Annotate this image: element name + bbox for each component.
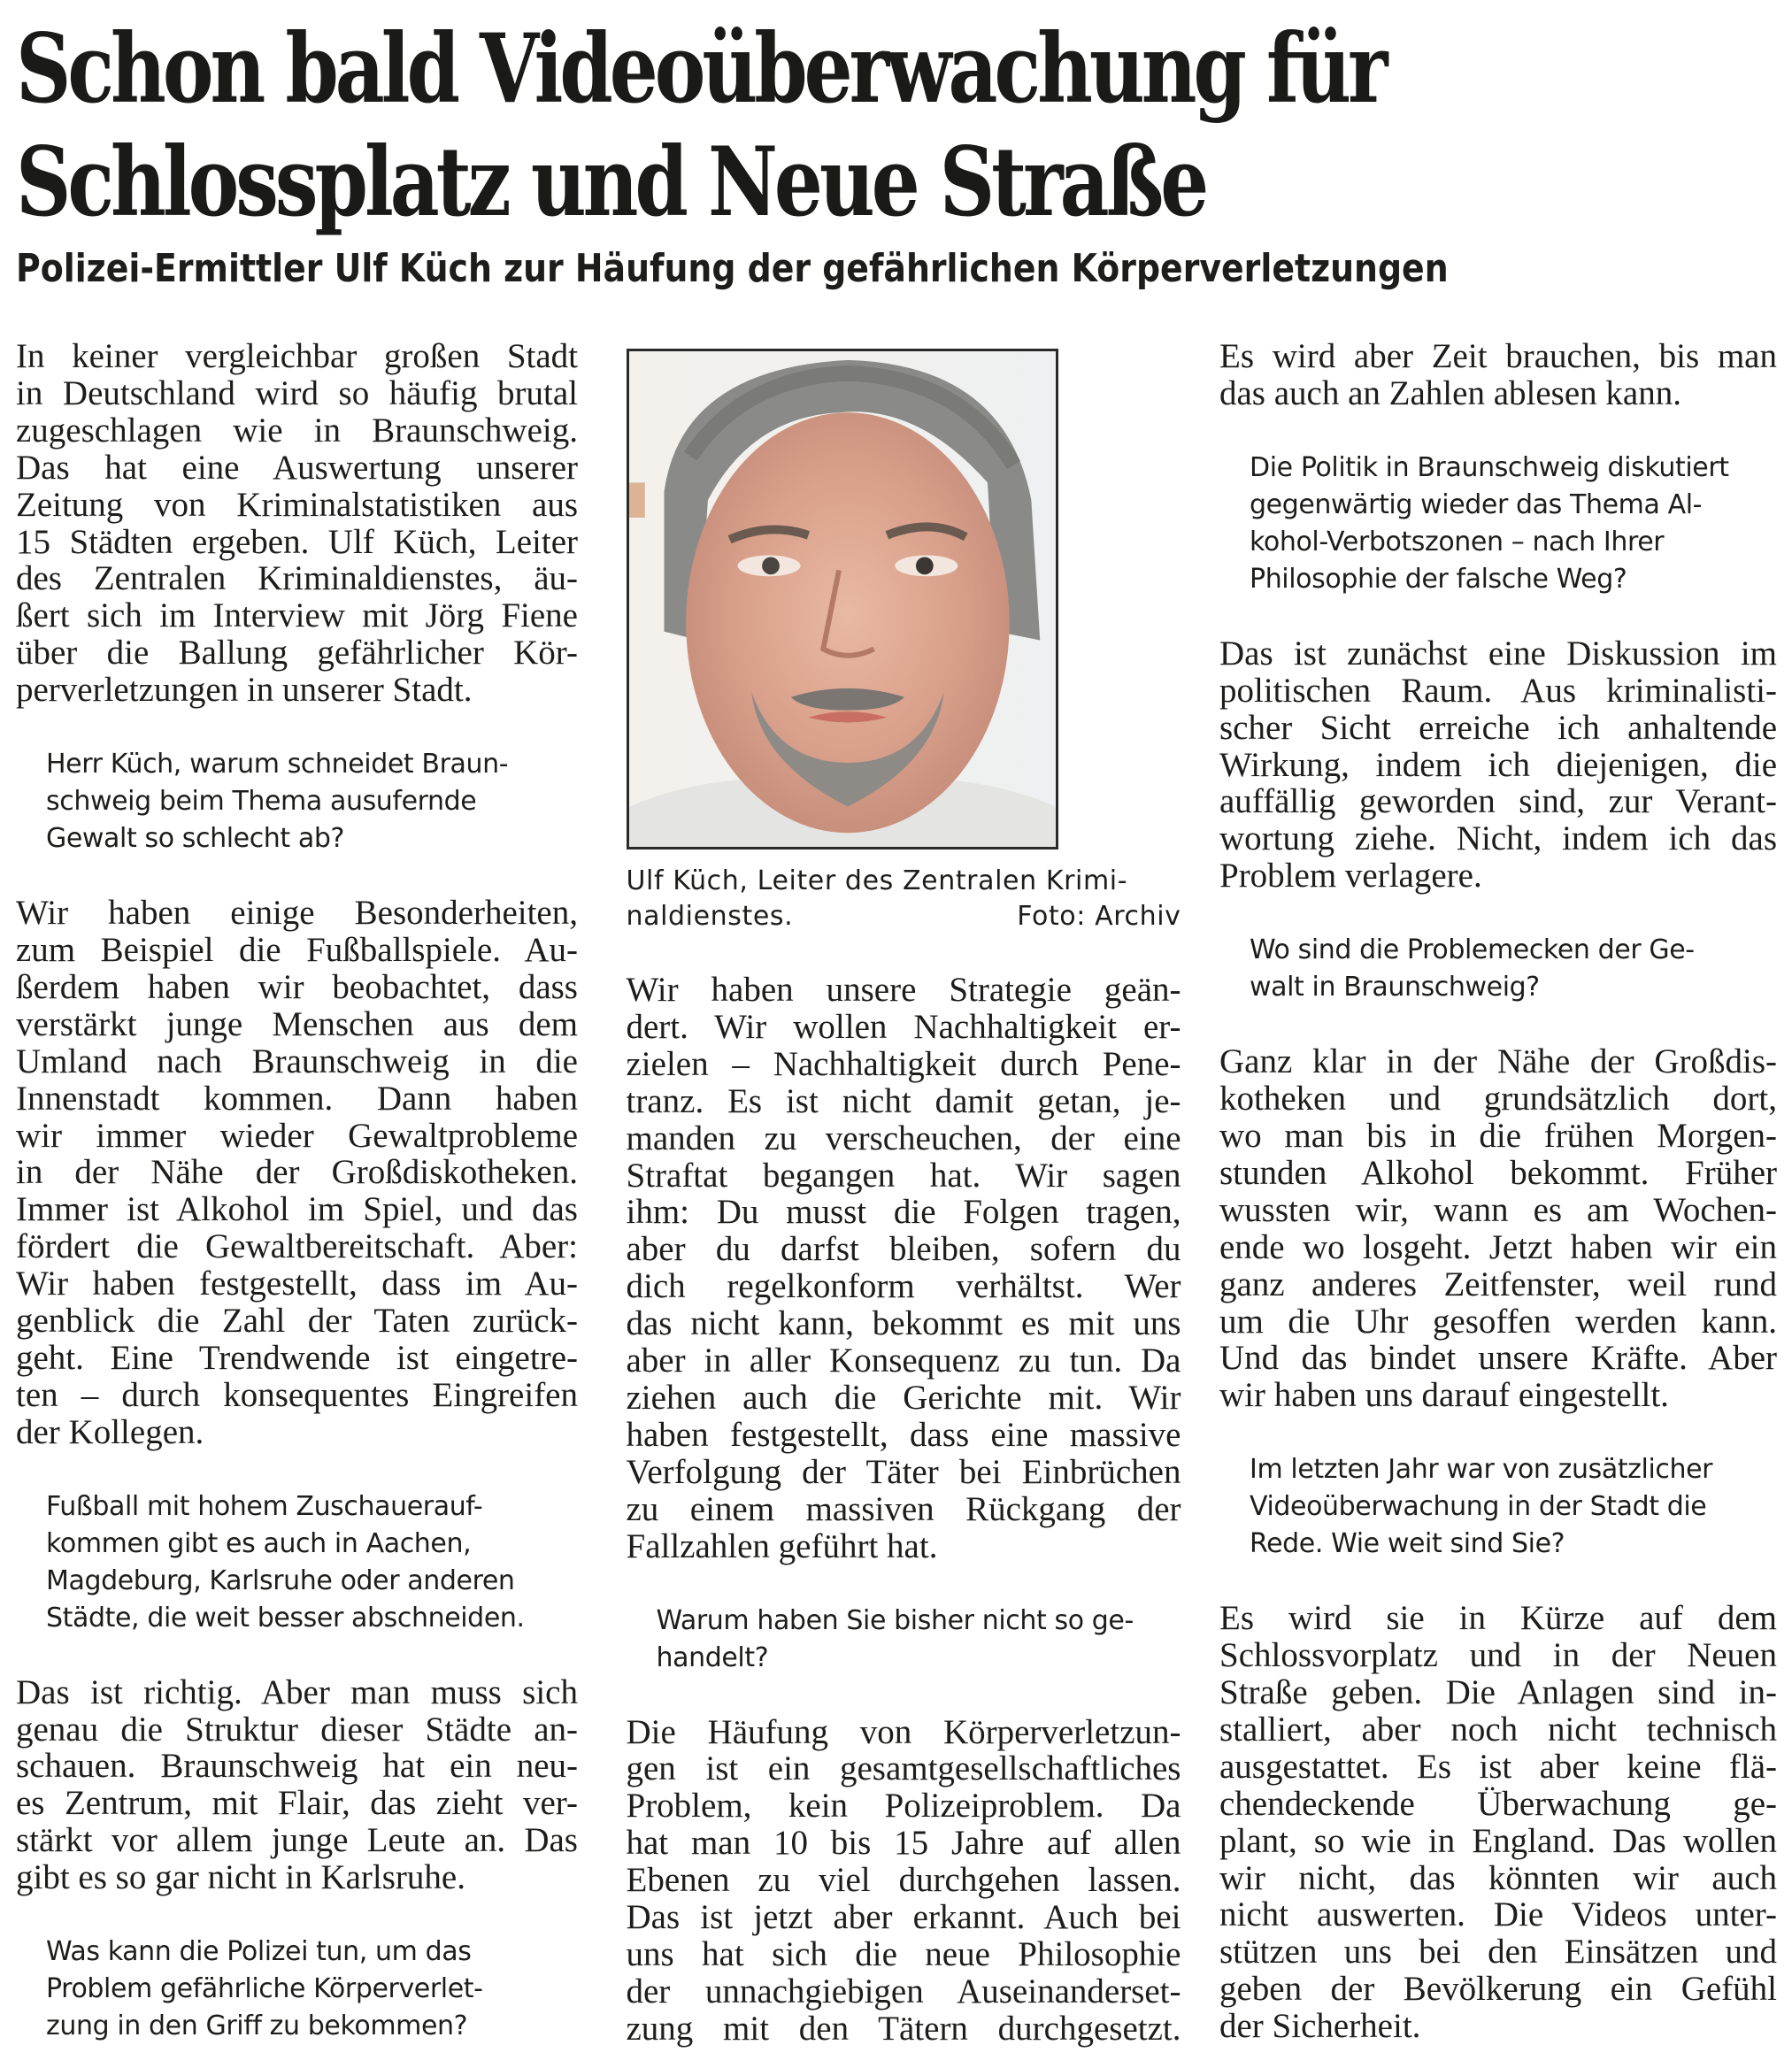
text-line: Warum haben Sie bisher nicht so ge-: [656, 1604, 1134, 1636]
portrait-figure: [615, 349, 1181, 934]
text-line: aber in aller Konsequenz zu tun. Da: [626, 1342, 1181, 1380]
interview-question: [16, 1933, 578, 2045]
text-line: wir nicht, das könnten wir auch: [1219, 1858, 1777, 1897]
text-line: ßert sich im Interview mit Jörg Fiene: [16, 596, 578, 635]
text-line: zielen – Nachhaltigkeit durch Pene-: [626, 1044, 1181, 1083]
text-line: zung mit den Tätern durchgesetzt.: [626, 2009, 1181, 2048]
intro-paragraph: [16, 338, 578, 709]
text-line: das auch an Zahlen ablesen kann.: [1219, 373, 1681, 412]
text-line: Magdeburg, Karlsruhe oder anderen: [46, 1564, 515, 1596]
column-left: [16, 338, 578, 2048]
text-line: schauen. Braunschweig hat ein neu-: [16, 1747, 578, 1786]
text-line: Problem gefährliche Körperverlet-: [46, 1973, 483, 2005]
text-line: Rede. Wie weit sind Sie?: [1250, 1528, 1565, 1560]
portrait-image-icon: [629, 351, 1056, 847]
text-line: stärkt vor allem junge Leute an. Das: [16, 1821, 578, 1860]
text-line: scher Sicht erreiche ich anhaltende: [1219, 708, 1777, 747]
text-line: kohol-Verbotszonen – nach Ihrer: [1250, 526, 1665, 557]
text-line: schweig beim Thema ausufernde: [46, 786, 477, 818]
text-line: es Zentrum, mit Flair, das zieht ver-: [16, 1784, 578, 1823]
text-line: dich regelkonform verhältst. Wer: [626, 1267, 1181, 1306]
text-line: zung in den Griff zu bekommen?: [46, 2010, 468, 2042]
text-line: das nicht kann, bekommt es mit uns: [626, 1304, 1181, 1343]
text-line: walt in Braunschweig?: [1250, 972, 1540, 1003]
text-line: genau die Struktur dieser Städte an-: [16, 1710, 578, 1749]
text-line: Das ist jetzt aber erkannt. Auch bei: [626, 1898, 1181, 1937]
text-line: genblick die Zahl der Taten zurück-: [16, 1302, 578, 1341]
text-line: chendeckende Überwachung ge-: [1219, 1784, 1777, 1823]
text-line: Im letzten Jahr war von zusätzlicher: [1250, 1454, 1713, 1486]
text-line: zu einem massiven Rückgang der: [626, 1489, 1181, 1528]
text-line: ausgestattet. Es ist aber keine flä-: [1219, 1747, 1777, 1786]
interview-answer: [1218, 338, 1777, 412]
photo-caption: [615, 864, 1181, 934]
text-line: perverletzungen in unserer Stadt.: [16, 671, 473, 710]
text-line: Herr Küch, warum schneidet Braun-: [46, 749, 509, 780]
text-line: 15 Städten ergeben. Ulf Küch, Leiter: [16, 522, 578, 561]
text-line: geben der Bevölkerung ein Gefühl: [1219, 1970, 1777, 2009]
text-line: verstärkt junge Menschen aus dem: [16, 1004, 578, 1043]
interview-question: [1218, 450, 1777, 598]
text-line: zugeschlagen wie in Braunschweig.: [16, 411, 578, 450]
portrait-photo: [627, 349, 1058, 849]
text-line: wir haben uns darauf eingestellt.: [1219, 1376, 1669, 1415]
text-line: ganz anderes Zeitfenster, weil rund: [1219, 1265, 1777, 1303]
text-line: Was kann die Polizei tun, um das: [46, 1936, 472, 1968]
text-line: dert. Wir wollen Nachhaltigkeit er-: [626, 1007, 1181, 1046]
text-line: plant, so wie in England. Das wollen: [1219, 1821, 1777, 1860]
text-line: Ganz klar in der Nähe der Großdis-: [1219, 1042, 1777, 1081]
text-line: ende wo losgeht. Jetzt haben wir ein: [1219, 1227, 1777, 1266]
text-line: über die Ballung gefährlicher Kör-: [16, 634, 578, 673]
text-line: Es wird sie in Kürze auf dem: [1219, 1599, 1777, 1638]
text-line: Schlossvorplatz und in der Neuen: [1219, 1636, 1777, 1675]
text-line: Städte, die weit besser abschneiden.: [46, 1602, 525, 1634]
text-line: Gewalt so schlecht ab?: [46, 823, 345, 855]
text-line: manden zu verscheuchen, der eine: [626, 1119, 1181, 1157]
text-line: Das ist richtig. Aber man muss sich: [16, 1672, 578, 1711]
interview-question: [1218, 932, 1777, 1006]
column-middle: [615, 338, 1181, 2048]
text-line: Es wird aber Zeit brauchen, bis man: [1219, 337, 1777, 375]
text-line: fördert die Gewaltbereitschaft. Aber:: [16, 1227, 578, 1266]
text-line: der Kollegen.: [16, 1412, 204, 1451]
text-line: Immer ist Alkohol im Spiel, und das: [16, 1190, 578, 1229]
text-line: tranz. Es ist nicht damit getan, je-: [626, 1081, 1181, 1120]
text-line: gegenwärtig wieder das Thema Al-: [1250, 488, 1703, 520]
text-line: uns hat sich die neue Philosophie: [626, 1934, 1181, 1973]
text-line: Umland nach Braunschweig in die: [16, 1042, 578, 1080]
text-line: wortung ziehe. Nicht, indem ich das: [1219, 819, 1777, 858]
text-line: geht. Eine Trendwende ist eingetre-: [16, 1338, 578, 1377]
text-line: Zeitung von Kriminalstatistiken aus: [16, 485, 578, 524]
text-line: wir immer wieder Gewaltprobleme: [16, 1116, 578, 1155]
text-line: gen ist ein gesamtgesellschaftliches: [626, 1749, 1181, 1788]
text-line: ßerdem haben wir beobachtet, dass: [16, 967, 578, 1006]
headline: [16, 0, 1680, 239]
text-line: Wirkung, indem ich diejenigen, die: [1219, 745, 1777, 784]
text-line: Das hat eine Auswertung unserer: [16, 448, 578, 487]
text-line: Wir haben einige Besonderheiten,: [16, 894, 578, 933]
text-line: Und das bindet unsere Kräfte. Aber: [1219, 1339, 1777, 1378]
text-line: auffällig geworden sind, zur Verant-: [1219, 782, 1777, 821]
text-line: ihm: Du musst die Folgen tragen,: [626, 1193, 1181, 1232]
text-line: der unnachgiebigen Auseinanderset-: [626, 1972, 1181, 2010]
text-line: Philosophie der falsche Weg?: [1250, 563, 1627, 595]
text-line: Videoüberwachung in der Stadt die: [1250, 1491, 1707, 1523]
text-line: Fallzahlen geführt hat.: [626, 1526, 938, 1565]
text-line: Wo sind die Problemecken der Ge-: [1250, 934, 1695, 966]
text-line: stunden Alkohol bekommt. Früher: [1219, 1153, 1777, 1192]
text-line: aber du darfst bleiben, sofern du: [626, 1230, 1181, 1269]
text-line: handelt?: [656, 1641, 769, 1673]
caption-line: Ulf Küch, Leiter des Zentralen Krimi-: [626, 865, 1128, 896]
photo-credit: Foto: Archiv: [1017, 901, 1181, 932]
interview-question: [16, 746, 578, 857]
text-line: In keiner vergleichbar großen Stadt: [16, 337, 578, 375]
text-line: des Zentralen Kriminaldienstes, äu-: [16, 559, 578, 598]
subheadline: Polizei-Ermittler Ulf Küch zur Häufung der gefährlichen Körperverletzungen: [16, 246, 1449, 291]
interview-answer: [1218, 1043, 1777, 1414]
text-line: in der Nähe der Großdiskotheken.: [16, 1153, 578, 1192]
text-line: Problem, kein Polizeiproblem. Da: [626, 1787, 1181, 1826]
text-line: Verfolgung der Täter bei Einbrüchen: [626, 1452, 1181, 1491]
text-line: Straftat begangen hat. Wir sagen: [626, 1156, 1181, 1195]
text-line: der Sicherheit.: [1219, 2007, 1421, 2046]
headline-line: Schlossplatz und Neue Straße: [16, 127, 1206, 238]
text-line: Problem verlagere.: [1219, 857, 1482, 896]
interview-answer: [615, 972, 1181, 1565]
text-line: kommen gibt es auch in Aachen,: [46, 1527, 472, 1559]
text-line: um die Uhr gesoffen werden kann.: [1219, 1302, 1777, 1341]
text-line: Ebenen zu viel durchgehen lassen.: [626, 1861, 1181, 1900]
text-line: wussten wir, wann es am Wochen-: [1219, 1190, 1777, 1229]
text-line: Fußball mit hohem Zuschauerauf-: [46, 1490, 483, 1522]
interview-question: [1218, 1451, 1777, 1563]
caption-text: naldienstes.: [626, 901, 794, 932]
interview-answer: [1218, 635, 1777, 895]
text-line: haben festgestellt, dass eine massive: [626, 1415, 1181, 1454]
article-columns: [16, 338, 1777, 2048]
headline-line: Schon bald Videoüberwachung für: [16, 13, 1385, 125]
text-line: Wir haben unsere Strategie geän-: [626, 971, 1181, 1009]
text-line: nicht auswerten. Die Videos unter-: [1219, 1895, 1777, 1934]
column-right: [1218, 338, 1777, 2048]
interview-question: [16, 1488, 578, 1637]
caption-line: [627, 899, 1181, 934]
text-line: zum Beispiel die Fußballspiele. Au-: [16, 930, 578, 969]
text-line: ten – durch konsequentes Eingreifen: [16, 1375, 578, 1414]
text-line: Die Politik in Braunschweig diskutiert: [1250, 451, 1729, 483]
text-line: Das ist zunächst eine Diskussion im: [1219, 634, 1777, 673]
text-line: Die Häufung von Körperverletzun-: [626, 1712, 1181, 1751]
text-line: Wir haben festgestellt, dass im Au-: [16, 1265, 578, 1303]
text-line: Straße geben. Die Anlagen sind in-: [1219, 1673, 1777, 1712]
interview-answer: [615, 1714, 1181, 2048]
interview-answer: [1218, 1600, 1777, 2045]
text-line: gibt es so gar nicht in Karlsruhe.: [16, 1858, 465, 1897]
text-line: wo man bis in die frühen Morgen-: [1219, 1116, 1777, 1155]
text-line: in Deutschland wird so häufig brutal: [16, 373, 578, 412]
text-line: hat man 10 bis 15 Jahre auf allen: [626, 1824, 1181, 1863]
text-line: stützen uns bei den Einsätzen und: [1219, 1933, 1777, 1972]
interview-answer: [16, 895, 578, 1451]
text-line: politischen Raum. Aus kriminalisti-: [1219, 671, 1777, 710]
text-line: kotheken und grundsätzlich dort,: [1219, 1080, 1777, 1119]
text-line: Innenstadt kommen. Dann haben: [16, 1079, 578, 1118]
text-line: stalliert, aber noch nicht technisch: [1219, 1710, 1777, 1749]
interview-question: [615, 1603, 1181, 1677]
text-line: ziehen auch die Gerichte mit. Wir: [626, 1378, 1181, 1417]
interview-answer: [16, 1674, 578, 1896]
